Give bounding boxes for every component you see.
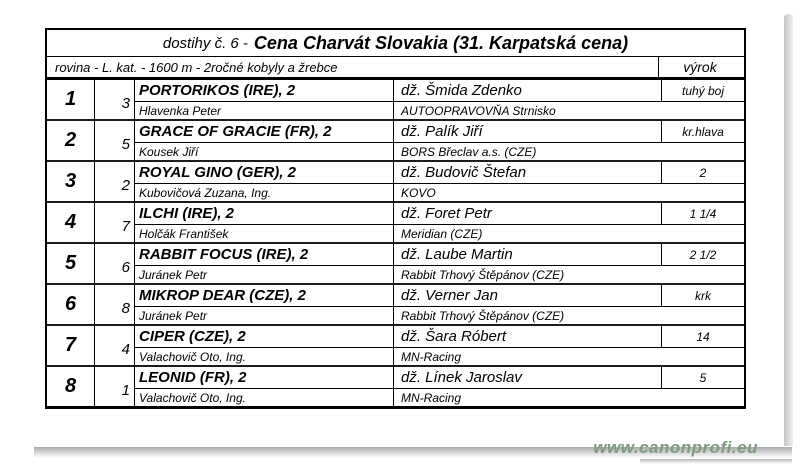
start-number: 1 [95, 367, 135, 406]
result-row-2 [47, 121, 744, 162]
horse-name: ILCHI (IRE), 2 [135, 203, 393, 225]
owner-name: Rabbit Trhový Štěpánov (CZE) [393, 307, 744, 324]
verdict-value: 14 [661, 326, 744, 348]
verdict-value: 5 [661, 367, 744, 389]
start-number: 6 [95, 244, 135, 283]
result-row-3 [47, 162, 744, 203]
page-shadow-right [784, 14, 793, 446]
result-row-7 [47, 326, 744, 367]
start-number: 5 [95, 121, 135, 160]
owner-name: AUTOOPRAVOVŇA Strnisko [393, 102, 744, 119]
owner-name: Meridian (CZE) [393, 225, 744, 242]
finish-position: 8 [47, 367, 95, 406]
jockey-name: dž. Verner Jan [393, 285, 661, 307]
horse-name: LEONID (FR), 2 [135, 367, 393, 389]
finish-position: 2 [47, 121, 95, 160]
horse-name: RABBIT FOCUS (IRE), 2 [135, 244, 393, 266]
jockey-name: dž. Línek Jaroslav [393, 367, 661, 389]
finish-position: 6 [47, 285, 95, 324]
finish-position: 5 [47, 244, 95, 283]
race-results-table [45, 28, 746, 409]
start-number: 2 [95, 162, 135, 201]
race-title-row [47, 30, 744, 57]
trainer-name: Holčák František [139, 226, 229, 241]
result-row-8 [47, 367, 744, 406]
owner-name: Rabbit Trhový Štěpánov (CZE) [393, 266, 744, 283]
start-number: 7 [95, 203, 135, 242]
result-row-4 [47, 203, 744, 244]
start-number: 8 [95, 285, 135, 324]
horse-name: ROYAL GINO (GER), 2 [135, 162, 393, 184]
race-title: Cena Charvát Slovakia (31. Karpatská cena) [253, 32, 629, 53]
finish-position: 4 [47, 203, 95, 242]
horse-name: PORTORIKOS (IRE), 2 [135, 80, 393, 102]
trainer-name: Valachovič Oto, Ing. [139, 349, 246, 364]
trainer-name: Kubovičová Zuzana, Ing. [139, 185, 272, 200]
trainer-name: Hlavenka Peter [139, 103, 222, 118]
race-conditions-row [47, 57, 744, 80]
result-row-5 [47, 244, 744, 285]
horse-name: CIPER (CZE), 2 [135, 326, 393, 348]
jockey-name: dž. Šmida Zdenko [393, 80, 661, 102]
jockey-name: dž. Laube Martin [393, 244, 661, 266]
verdict-value: 1 1/4 [661, 203, 744, 225]
jockey-name: dž. Foret Petr [393, 203, 661, 225]
owner-name: KOVO [393, 184, 744, 201]
race-number-label: dostihy č. 6 - [162, 34, 248, 52]
trainer-name: Kousek Jiří [139, 144, 199, 159]
finish-position: 1 [47, 80, 95, 119]
jockey-name: dž. Palík Jiří [393, 121, 661, 143]
jockey-name: dž. Budovič Štefan [393, 162, 661, 184]
result-row-6 [47, 285, 744, 326]
finish-position: 3 [47, 162, 95, 201]
start-number: 4 [95, 326, 135, 365]
verdict-value: tuhý boj [661, 80, 744, 102]
verdict-value: kr.hlava [661, 121, 744, 143]
verdict-column-header: výrok [658, 57, 741, 77]
owner-name: MN-Racing [393, 348, 744, 365]
watermark-url: www.canonprofi.eu [593, 438, 758, 457]
verdict-value: 2 1/2 [661, 244, 744, 266]
horse-name: GRACE OF GRACIE (FR), 2 [135, 121, 393, 143]
trainer-name: Valachovič Oto, Ing. [139, 390, 246, 405]
trainer-name: Juránek Petr [139, 308, 208, 323]
owner-name: MN-Racing [393, 389, 744, 406]
horse-name: MIKROP DEAR (CZE), 2 [135, 285, 393, 307]
trainer-name: Juránek Petr [139, 267, 208, 282]
race-conditions: rovina - L. kat. - 1600 m - 2ročné kobyly a žrebce [55, 59, 338, 75]
jockey-name: dž. Šara Róbert [393, 326, 661, 348]
verdict-value: krk [661, 285, 744, 307]
verdict-value: 2 [661, 162, 744, 184]
finish-position: 7 [47, 326, 95, 365]
start-number: 3 [95, 80, 135, 119]
owner-name: BORS Břeclav a.s. (CZE) [393, 143, 744, 160]
result-row-1 [47, 80, 744, 121]
